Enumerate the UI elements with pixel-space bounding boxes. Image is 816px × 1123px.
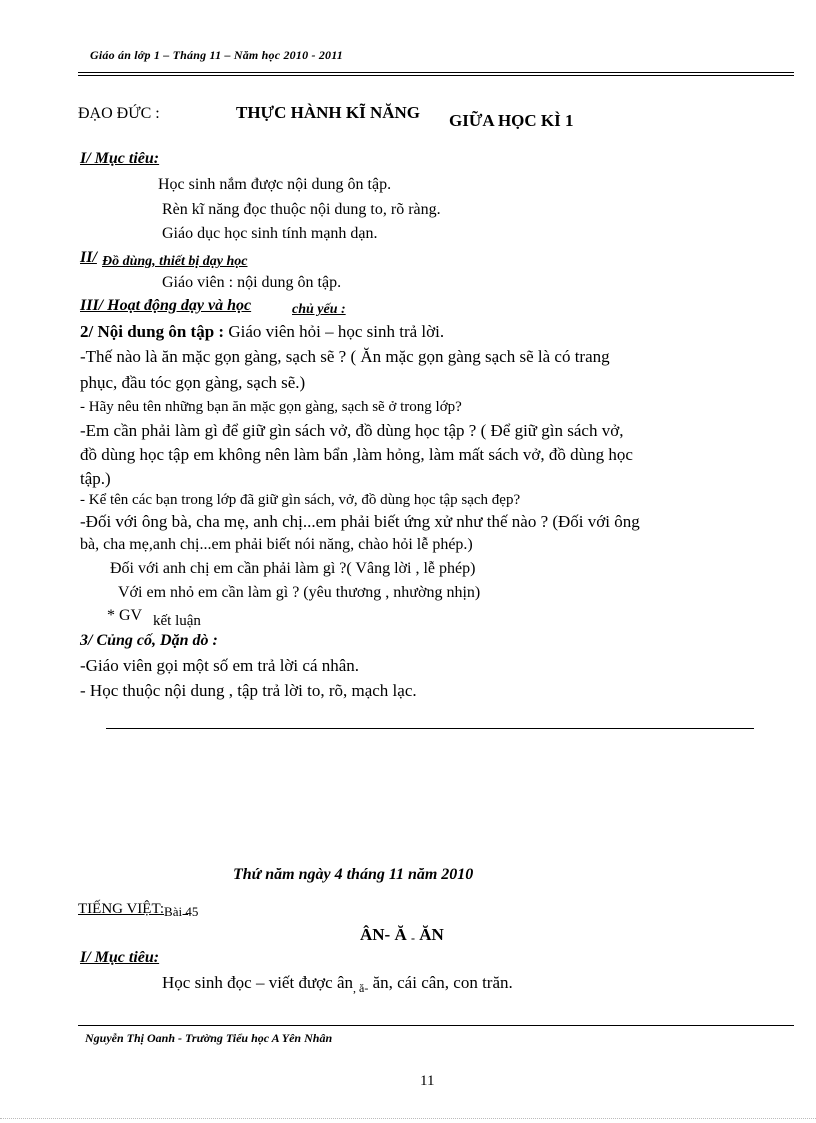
content-line: bà, cha mẹ,anh chị...em phải biết nói năng, chào hỏi lễ phép.): [80, 536, 473, 553]
lesson2-objectives-heading: I/ Mục tiêu:: [80, 949, 160, 966]
objective-item: Học sinh nắm được nội dung ôn tập.: [158, 176, 392, 193]
materials-text: Giáo viên : nội dung ôn tập.: [162, 274, 342, 291]
lesson2-objective-part: ăn, cái cân, con trăn.: [368, 973, 513, 992]
footer-rule: [78, 1025, 794, 1026]
content-heading-text: Giáo viên hỏi – học sinh trả lời.: [224, 322, 445, 341]
page-number: 11: [420, 1073, 435, 1089]
lesson1-subject: ĐẠO ĐỨC :: [78, 105, 160, 122]
header-rule-bottom: [78, 75, 794, 76]
lesson2-objective-part: Học sinh đọc – viết được ân: [162, 973, 353, 992]
lesson2-objective: [162, 973, 513, 993]
content-line: phục, đầu tóc gọn gàng, sạch sẽ.): [80, 373, 306, 392]
content-line: đồ dùng học tập em không nên làm bẩn ,làm hỏng, làm mất sách vở, đồ dùng học: [80, 445, 633, 464]
section-separator: [106, 728, 754, 729]
lesson2-title-part: Ă: [394, 925, 407, 944]
lesson1-title-part2: GIỮA HỌC KÌ 1: [449, 111, 574, 130]
conclusion-text: kết luận: [153, 613, 201, 629]
content-line: - Kể tên các bạn trong lớp đã giữ gìn sách, vở, đồ dùng học tập sạch đẹp?: [80, 492, 521, 508]
materials-heading: Đồ dùng, thiết bị dạy học: [102, 254, 248, 269]
content-line: Với em nhỏ em cần làm gì ? (yêu thương , nhường nhịn): [118, 584, 481, 601]
lesson2-title-dash: -: [411, 931, 415, 945]
activities-heading: III/ Hoạt động dạy và học: [80, 297, 252, 314]
lesson2-title-part: ÂN-: [360, 925, 391, 944]
lesson2-objective-part: , ă-: [353, 981, 369, 995]
content-line: -Thế nào là ăn mặc gọn gàng, sạch sẽ ? ( Ăn mặc gọn gàng sạch sẽ là có trang: [80, 347, 610, 366]
activities-heading-tail: chủ yếu :: [292, 302, 346, 317]
consolidation-heading: 3/ Củng cố, Dặn dò :: [80, 632, 218, 649]
conclusion-label: * GV: [107, 607, 143, 624]
lesson2-date: Thứ năm ngày 4 tháng 11 năm 2010: [233, 866, 474, 883]
page-footer: Nguyễn Thị Oanh - Trường Tiểu học A Yên Nhân: [85, 1031, 333, 1045]
lesson1-title-part1: THỰC HÀNH KĨ NĂNG: [236, 103, 421, 122]
lesson2-title-part: ĂN: [419, 925, 444, 944]
lesson2-title: [360, 925, 444, 945]
page-header: Giáo án lớp 1 – Tháng 11 – Năm học 2010 - 2011: [90, 48, 343, 62]
closing-line: -Giáo viên gọi một số em trả lời cá nhân.: [80, 656, 360, 675]
content-line: tập.): [80, 469, 111, 488]
lesson2-number: Bài 45: [164, 904, 199, 919]
objective-item: Rèn kĩ năng đọc thuộc nội dung to, rõ ràng.: [162, 201, 441, 218]
content-heading-label: 2/ Nội dung ôn tập :: [80, 322, 225, 341]
header-rule-top: [78, 72, 794, 73]
content-line: -Đối với ông bà, cha mẹ, anh chị...em phải biết ứng xử như thế nào ? (Đối với ông: [80, 512, 640, 531]
lesson2-subject: [78, 901, 198, 918]
content-line: Đối với anh chị em cần phải làm gì ?( Vâng lời , lễ phép): [110, 560, 476, 577]
lesson1-objectives-heading: I/ Mục tiêu:: [80, 150, 160, 167]
content-heading: [80, 322, 444, 342]
closing-line: - Học thuộc nội dung , tập trả lời to, rõ, mạch lạc.: [80, 681, 417, 700]
materials-heading-number: II/: [80, 249, 97, 266]
page-edge: [0, 1118, 816, 1119]
lesson2-subject-label: TIẾNG VIỆT:: [78, 901, 165, 917]
objective-item: Giáo dục học sinh tính mạnh dạn.: [162, 225, 378, 242]
content-line: -Em cần phải làm gì để giữ gìn sách vở, đồ dùng học tập ? ( Để giữ gìn sách vở,: [80, 421, 624, 440]
content-line: - Hãy nêu tên những bạn ăn mặc gọn gàng, sạch sẽ ở trong lớp?: [80, 399, 462, 415]
